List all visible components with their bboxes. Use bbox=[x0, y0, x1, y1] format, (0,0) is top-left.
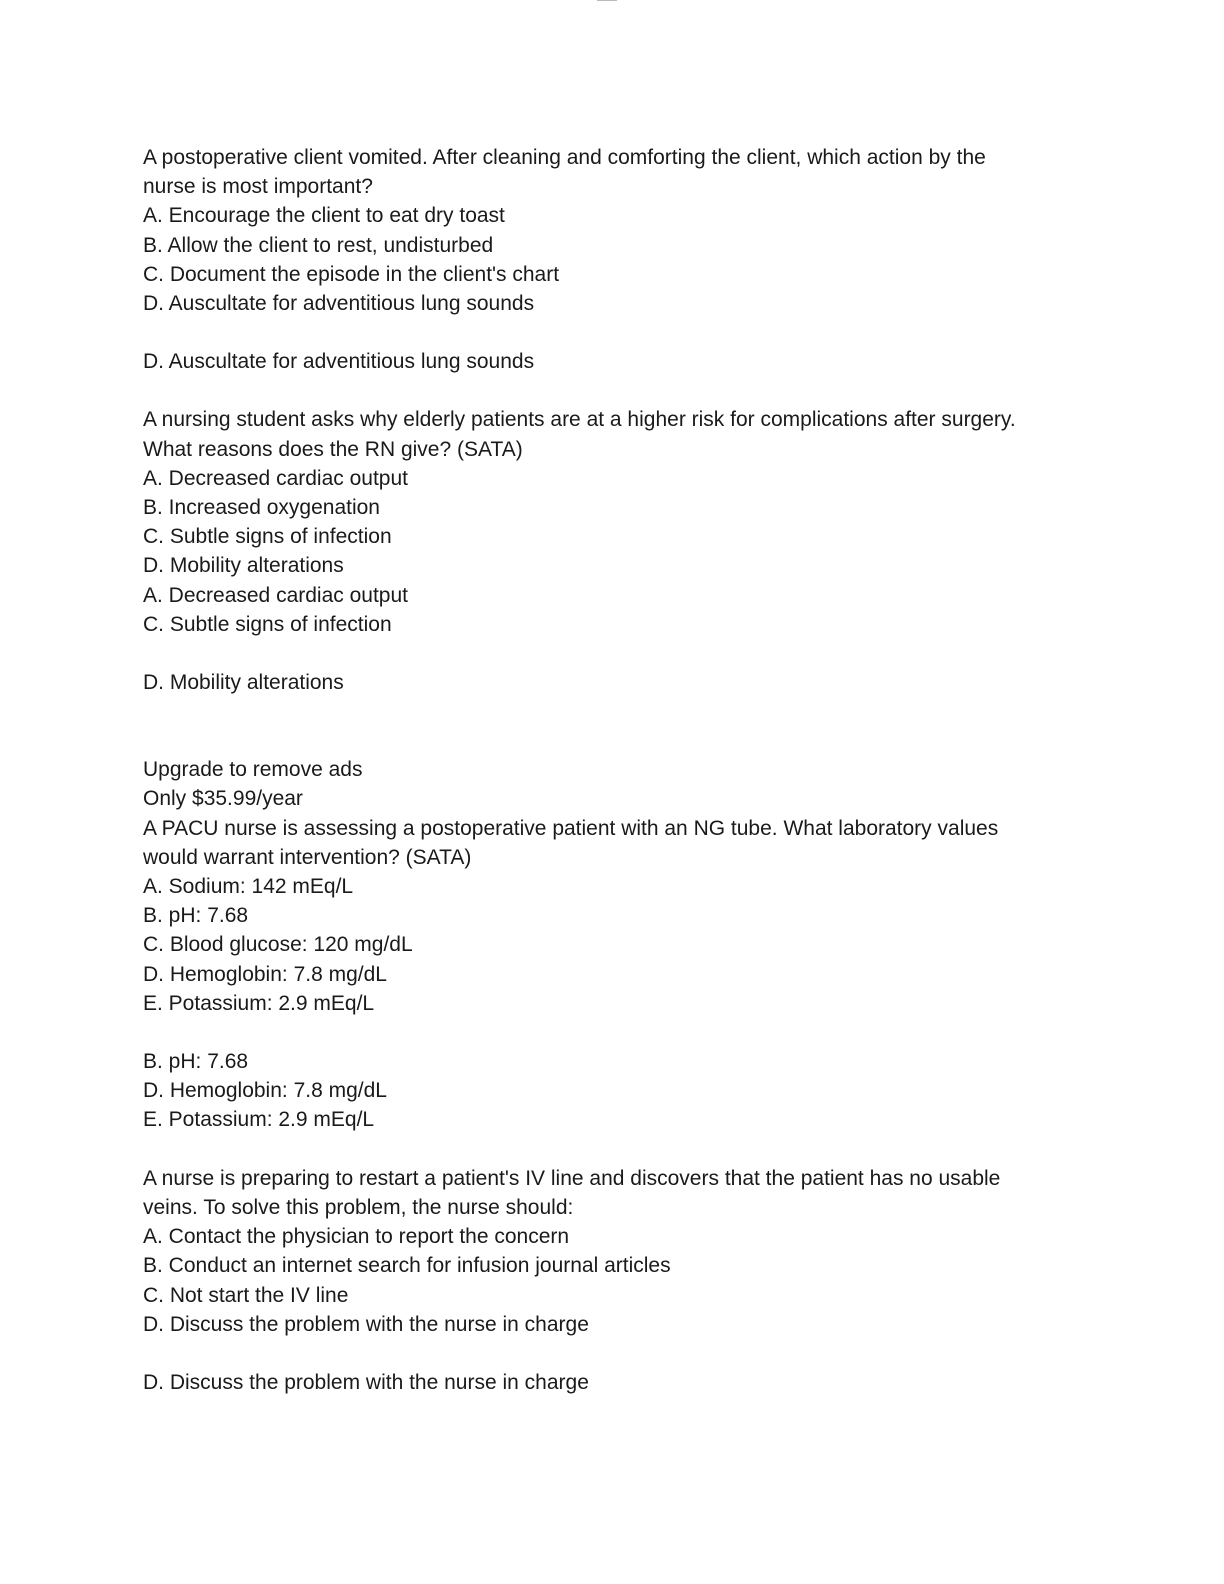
answer-text: C. Subtle signs of infection bbox=[143, 612, 392, 636]
answer-3 bbox=[143, 1047, 1083, 1135]
option-c: C. Not start the IV line bbox=[143, 1283, 349, 1307]
answer-1 bbox=[143, 347, 1083, 376]
answer-text: A. Decreased cardiac output bbox=[143, 583, 408, 607]
question-text: would warrant intervention? (SATA) bbox=[143, 845, 472, 869]
option-b: B. pH: 7.68 bbox=[143, 904, 249, 928]
upgrade-link[interactable]: Upgrade to remove ads bbox=[143, 758, 363, 782]
price-text: Only $35.99/year bbox=[143, 787, 303, 811]
option-c: C. Document the episode in the client's chart bbox=[143, 262, 560, 286]
answer-text: D. Discuss the problem with the nurse in charge bbox=[143, 1370, 589, 1394]
answer-text: D. Auscultate for adventitious lung sounds bbox=[143, 350, 535, 374]
option-a: A. Decreased cardiac output bbox=[143, 466, 408, 490]
option-a: A. Encourage the client to eat dry toast bbox=[143, 204, 505, 228]
question-3 bbox=[143, 814, 1083, 1018]
question-text: nurse is most important? bbox=[143, 175, 373, 199]
question-text: A PACU nurse is assessing a postoperative patient with an NG tube. What laboratory values bbox=[143, 816, 999, 840]
answer-text: E. Potassium: 2.9 mEq/L bbox=[143, 1108, 375, 1132]
answer-text: D. Hemoglobin: 7.8 mg/dL bbox=[143, 1079, 387, 1103]
option-a: A. Sodium: 142 mEq/L bbox=[143, 875, 354, 899]
document-body bbox=[143, 143, 1083, 1397]
option-b: B. Increased oxygenation bbox=[143, 496, 380, 520]
question-text: A postoperative client vomited. After cleaning and comforting the client, which action by the bbox=[143, 146, 986, 169]
option-d: D. Auscultate for adventitious lung sounds bbox=[143, 292, 535, 316]
option-e: E. Potassium: 2.9 mEq/L bbox=[143, 991, 375, 1015]
option-c: C. Subtle signs of infection bbox=[143, 525, 392, 549]
option-b: B. Conduct an internet search for infusion journal articles bbox=[143, 1254, 671, 1278]
answer-text: B. pH: 7.68 bbox=[143, 1050, 249, 1074]
question-2 bbox=[143, 405, 1083, 580]
upgrade-ad[interactable] bbox=[143, 755, 1083, 813]
question-text: What reasons does the RN give? (SATA) bbox=[143, 437, 523, 461]
answer-2 bbox=[143, 581, 1083, 698]
option-d: D. Mobility alterations bbox=[143, 554, 344, 578]
question-text: A nursing student asks why elderly patients are at a higher risk for complications after surgery. bbox=[143, 408, 1016, 432]
answer-text: D. Mobility alterations bbox=[143, 671, 344, 695]
option-d: D. Discuss the problem with the nurse in charge bbox=[143, 1312, 589, 1336]
option-c: C. Blood glucose: 120 mg/dL bbox=[143, 933, 413, 957]
question-4 bbox=[143, 1164, 1083, 1339]
question-1 bbox=[143, 143, 1083, 318]
option-d: D. Hemoglobin: 7.8 mg/dL bbox=[143, 962, 387, 986]
answer-4 bbox=[143, 1368, 1083, 1397]
option-a: A. Contact the physician to report the concern bbox=[143, 1225, 570, 1249]
question-text: A nurse is preparing to restart a patient's IV line and discovers that the patient has no usable bbox=[143, 1166, 1001, 1190]
option-b: B. Allow the client to rest, undisturbed bbox=[143, 233, 494, 257]
question-text: veins. To solve this problem, the nurse should: bbox=[143, 1195, 574, 1219]
page-header-mark bbox=[597, 0, 617, 3]
